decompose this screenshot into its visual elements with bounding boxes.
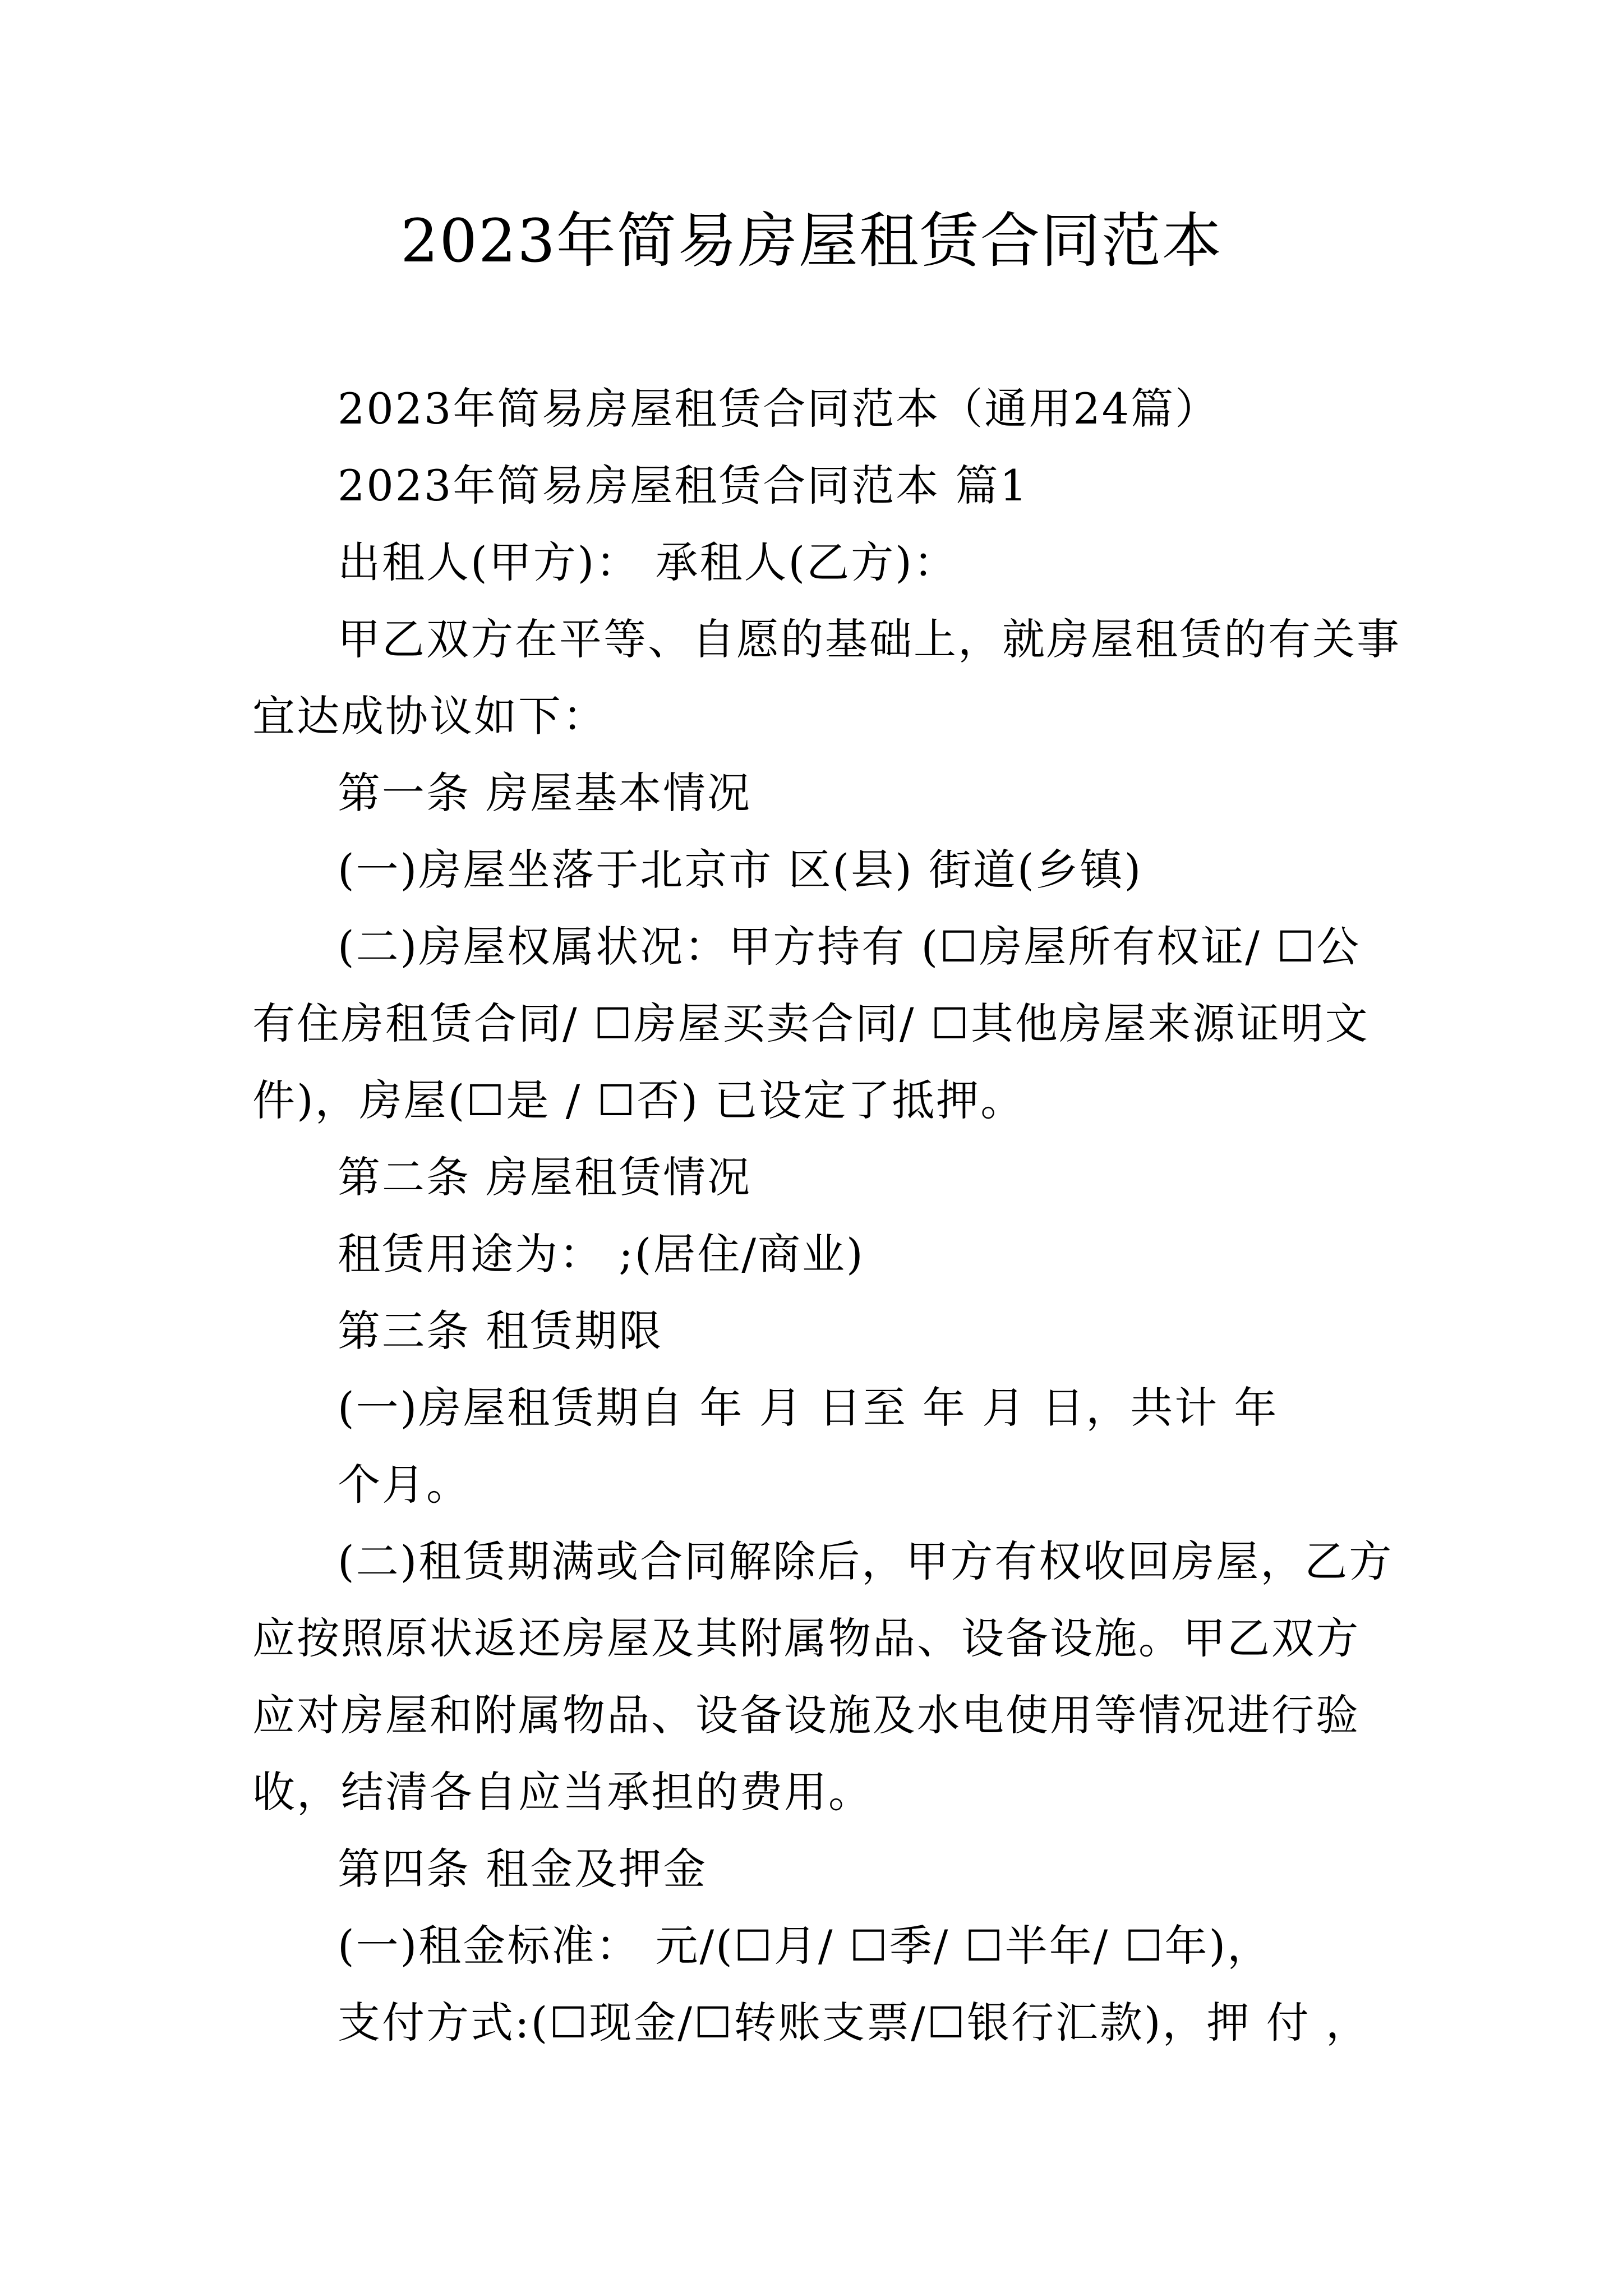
paragraph-section-heading: 2023年简易房屋租赁合同范本 篇1 xyxy=(338,461,1029,510)
paragraph-parties: 出租人(甲方)： 承租人(乙方)： xyxy=(338,537,958,587)
article-4-item-1: (一)租金标准： 元/(☐月/ ☐季/ ☐半年/ ☐年)， xyxy=(338,1921,1272,1971)
article-1-item-2: (二)房屋权属状况：甲方持有 (☐房屋所有权证/ ☐公有住房租赁合同/ ☐房屋买卖合同/ ☐其他房屋来源证明文件)，房屋(☐是 / ☐否) 已设定了抵押。 xyxy=(252,922,1370,1125)
article-2-usage: 租赁用途为： ;(居住/商业) xyxy=(338,1229,865,1279)
article-4-heading: 第四条 租金及押金 xyxy=(338,1844,708,1894)
article-3-item-1-cont: 个月。 xyxy=(338,1460,471,1510)
article-1-item-1: (一)房屋坐落于北京市 区(县) 街道(乡镇) xyxy=(338,845,1143,895)
page-title: 2023年简易房屋租赁合同范本 xyxy=(400,206,1223,275)
paragraph-subtitle: 2023年简易房屋租赁合同范本（通用24篇） xyxy=(338,384,1220,434)
article-4-payment: 支付方式:(☐现金/☐转账支票/☐银行汇款)，押 付 ， xyxy=(338,1998,1370,2047)
paragraph-intro: 甲乙双方在平等、自愿的基础上，就房屋租赁的有关事宜达成协议如下： xyxy=(252,614,1401,741)
article-1-heading: 第一条 房屋基本情况 xyxy=(338,768,752,818)
article-2-heading: 第二条 房屋租赁情况 xyxy=(338,1152,752,1202)
article-3-item-2: (二)租赁期满或合同解除后，甲方有权收回房屋，乙方应按照原状返还房屋及其附属物品、设备设施。甲乙双方应对房屋和附属物品、设备设施及水电使用等情况进行验收，结清各自应当承担的费用。 xyxy=(252,1536,1394,1817)
document-body xyxy=(252,370,1402,2061)
article-3-heading: 第三条 租赁期限 xyxy=(338,1306,663,1356)
article-3-item-1: (一)房屋租赁期自 年 月 日至 年 月 日，共计 年 xyxy=(338,1383,1279,1433)
